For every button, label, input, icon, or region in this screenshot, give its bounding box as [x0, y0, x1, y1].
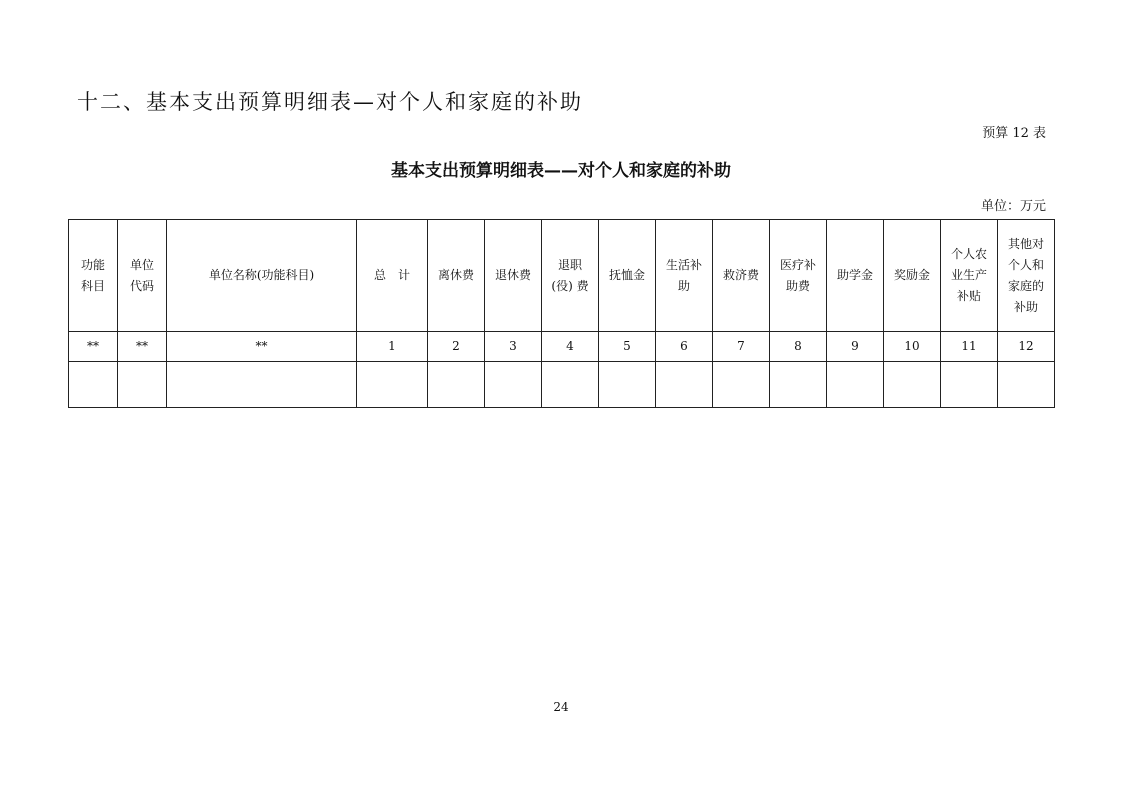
table-cell — [998, 362, 1055, 408]
budget-table — [68, 219, 1055, 408]
table-cell — [428, 362, 485, 408]
form-code: 预算 12 表 — [982, 126, 1046, 141]
table-cell: 3 — [485, 332, 542, 362]
header-cell: 总 计 — [357, 220, 428, 332]
table-cell — [542, 362, 599, 408]
table-cell — [941, 362, 998, 408]
table-cell: 1 — [357, 332, 428, 362]
table-cell: ** — [167, 332, 357, 362]
table-cell: 5 — [599, 332, 656, 362]
table-cell: 9 — [827, 332, 884, 362]
table-cell — [357, 362, 428, 408]
empty-row — [69, 362, 1055, 408]
header-cell: 退职 (役) 费 — [542, 220, 599, 332]
table-cell: 8 — [770, 332, 827, 362]
unit-label: 单位：万元 — [980, 199, 1046, 214]
header-cell: 医疗补 助费 — [770, 220, 827, 332]
table-title: 基本支出预算明细表——对个人和家庭的补助 — [391, 161, 731, 181]
table-cell: 2 — [428, 332, 485, 362]
table-cell — [713, 362, 770, 408]
header-cell: 个人农 业生产 补贴 — [941, 220, 998, 332]
header-cell: 抚恤金 — [599, 220, 656, 332]
table-cell: ** — [69, 332, 118, 362]
table-cell: 10 — [884, 332, 941, 362]
header-cell: 单位 代码 — [118, 220, 167, 332]
table-cell — [118, 362, 167, 408]
header-cell: 退休费 — [485, 220, 542, 332]
table-cell — [599, 362, 656, 408]
table-cell — [167, 362, 357, 408]
table-cell — [69, 362, 118, 408]
table-cell — [485, 362, 542, 408]
header-cell: 奖励金 — [884, 220, 941, 332]
header-cell: 救济费 — [713, 220, 770, 332]
table-cell — [656, 362, 713, 408]
table-cell: 4 — [542, 332, 599, 362]
header-cell: 助学金 — [827, 220, 884, 332]
header-cell: 其他对 个人和 家庭的 补助 — [998, 220, 1055, 332]
header-cell: 生活补 助 — [656, 220, 713, 332]
table-cell: 12 — [998, 332, 1055, 362]
table-cell: ** — [118, 332, 167, 362]
section-heading: 十二、基本支出预算明细表—对个人和家庭的补助 — [77, 90, 583, 114]
table-cell — [884, 362, 941, 408]
table-cell: 6 — [656, 332, 713, 362]
table-cell — [827, 362, 884, 408]
table-cell: 7 — [713, 332, 770, 362]
header-cell: 功能 科目 — [69, 220, 118, 332]
page-number: 24 — [553, 700, 569, 714]
table-cell: 11 — [941, 332, 998, 362]
header-cell: 离休费 — [428, 220, 485, 332]
header-row — [69, 220, 1055, 332]
header-cell: 单位名称(功能科目) — [167, 220, 357, 332]
table-cell — [770, 362, 827, 408]
index-row — [69, 332, 1055, 362]
